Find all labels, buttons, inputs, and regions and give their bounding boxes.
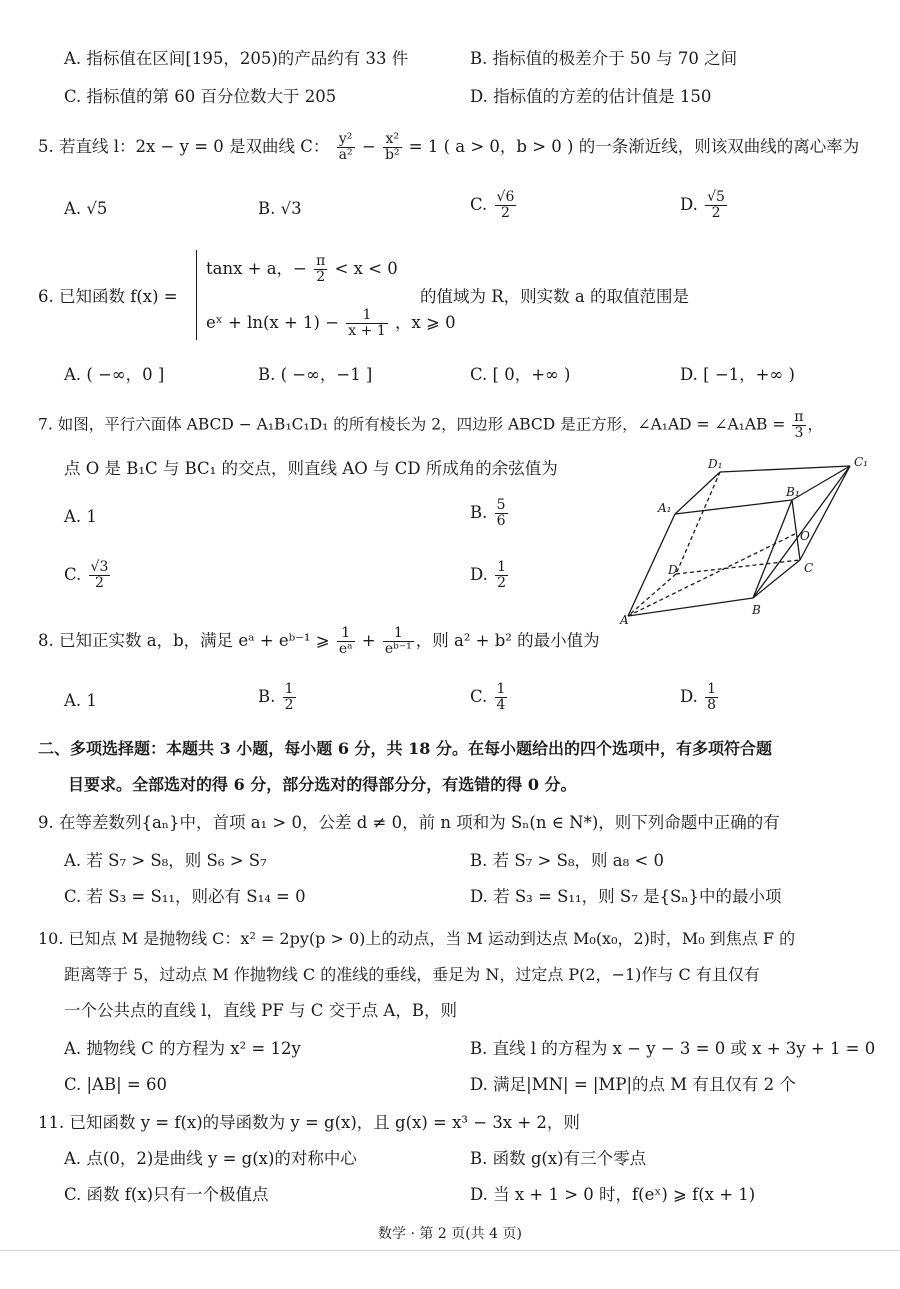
q5-option-c [470, 190, 518, 221]
section-2-heading-line1: 二、多项选择题：本题共 3 小题，每小题 6 分，共 18 分。在每小题给出的四个选项中，有多项符合题 [38, 739, 772, 758]
q6-option-b: B. ( −∞，−1 ] [258, 365, 373, 384]
q5-fraction-y2-a2 [337, 132, 355, 163]
q10-stem-line3: 一个公共点的直线 l，直线 PF 与 C 交于点 A，B，则 [64, 1001, 457, 1020]
q8-option-b [258, 682, 298, 713]
q5-stem-part1: 5. 若直线 l：2x − y = 0 是双曲线 C： [38, 137, 330, 156]
q7-stem-line1 [38, 410, 823, 441]
q8-stem-part1: 8. 已知正实数 a，b，满足 eᵃ + eᵇ⁻¹ ⩾ [38, 631, 330, 650]
option-letter: D. [680, 687, 698, 706]
q10-option-d: D. 满足|MN| = |MP|的点 M 有且仅有 2 个 [470, 1075, 796, 1094]
q6-case-2 [206, 308, 456, 339]
figure-label-D: D [668, 563, 678, 577]
numerator: √5 [707, 189, 725, 205]
denominator: b² [384, 147, 400, 163]
denominator: 8 [707, 697, 717, 713]
numerator: 5 [496, 497, 506, 513]
q8-stem [38, 626, 600, 657]
numerator: 1 [284, 681, 294, 697]
case-condition: ，x ⩾ 0 [394, 313, 456, 332]
denominator: 2 [501, 205, 510, 221]
denominator: eᵇ⁻¹ [384, 641, 412, 657]
denominator: x + 1 [348, 323, 386, 339]
numerator: 1 [346, 308, 387, 324]
numerator: 1 [337, 626, 355, 642]
numerator: 1 [383, 626, 414, 642]
figure-label-D1: D₁ [708, 457, 723, 471]
numerator: √3 [90, 559, 109, 575]
q9-option-b: B. 若 S₇ > S₈，则 a₈ < 0 [470, 851, 665, 870]
numerator: x² [383, 132, 402, 148]
q8-option-a: A. 1 [64, 691, 97, 710]
denominator: 2 [497, 575, 507, 591]
q7-option-b [470, 498, 510, 529]
q7-option-c [64, 560, 112, 591]
plus-sign: + [361, 631, 376, 650]
figure-label-O: O [800, 529, 810, 543]
q11-option-c: C. 函数 f(x)只有一个极值点 [64, 1185, 269, 1204]
case-condition: < x < 0 [334, 259, 398, 278]
q11-option-d: D. 当 x + 1 > 0 时，f(eˣ) ⩾ f(x + 1) [470, 1185, 756, 1204]
q10-stem-line2: 距离等于 5，过动点 M 作抛物线 C 的准线的垂线，垂足为 N，过定点 P(2，−1)作与 C 有且仅有 [64, 965, 760, 984]
q8-option-d [680, 682, 720, 713]
case-text: tanx + a，− [206, 259, 307, 278]
numerator: 1 [707, 681, 717, 697]
q7-stem-comma: ， [807, 415, 824, 434]
q5-option-a: A. √5 [64, 199, 108, 218]
denominator: 2 [711, 205, 721, 221]
denominator: 4 [496, 697, 506, 713]
footer-divider [0, 1250, 900, 1251]
option-letter: D. [470, 565, 488, 584]
q8-option-c [470, 682, 509, 713]
piecewise-brace [196, 250, 203, 340]
q8-stem-part2: ，则 a² + b² 的最小值为 [415, 631, 600, 650]
q9-stem: 9. 在等差数列{aₙ}中，首项 a₁ > 0，公差 d ≠ 0，前 n 项和为 Sₙ(n ∈ N*)，则下列命题中正确的有 [38, 813, 780, 832]
q9-option-a: A. 若 S₇ > S₈，则 S₆ > S₇ [64, 851, 267, 870]
page-footer: 数学 · 第 2 页(共 4 页) [378, 1226, 522, 1242]
q9-option-d: D. 若 S₃ = S₁₁，则 S₇ 是{Sₙ}中的最小项 [470, 887, 782, 906]
q10-option-a: A. 抛物线 C 的方程为 x² = 12y [64, 1039, 301, 1058]
case-text: eˣ + ln(x + 1) − [206, 313, 340, 332]
numerator: y² [337, 132, 355, 148]
q4-option-d: D. 指标值的方差的估计值是 150 [470, 87, 712, 106]
q5-fraction-x2-b2 [383, 132, 402, 163]
denominator: 2 [95, 575, 104, 591]
option-letter: B. [258, 687, 276, 706]
q6-stem-part1: 6. 已知函数 f(x) = [38, 287, 178, 306]
q7-option-d [470, 560, 510, 591]
q6-option-c: C. [ 0，+∞ ) [470, 365, 571, 384]
option-letter: C. [64, 565, 82, 584]
option-letter: C. [470, 195, 488, 214]
q5-option-d [680, 190, 729, 221]
q5-option-b: B. √3 [258, 199, 302, 218]
denominator: a² [338, 147, 353, 163]
q5-stem [38, 132, 859, 163]
q6-stem-part2: 的值域为 R，则实数 a 的取值范围是 [420, 287, 689, 306]
q11-stem: 11. 已知函数 y = f(x)的导函数为 y = g(x)，且 g(x) = x³ − 3x + 2，则 [38, 1113, 580, 1132]
q11-option-b: B. 函数 g(x)有三个零点 [470, 1149, 647, 1168]
minus-sign: − [361, 137, 376, 156]
numerator: π [316, 253, 326, 269]
option-letter: B. [470, 503, 488, 522]
q4-option-a: A. 指标值在区间[195，205)的产品约有 33 件 [64, 49, 409, 68]
figure-label-C: C [804, 561, 814, 575]
section-2-heading-line2: 目要求。全部选对的得 6 分，部分选对的得部分分，有选错的得 0 分。 [68, 775, 577, 794]
q4-option-b: B. 指标值的极差介于 50 与 70 之间 [470, 49, 738, 68]
figure-label-A: A [620, 613, 629, 627]
q6-option-a: A. ( −∞，0 ] [64, 365, 165, 384]
option-letter: C. [470, 687, 488, 706]
figure-label-B: B [752, 603, 761, 617]
denominator: eᵃ [338, 641, 353, 657]
q4-option-c: C. 指标值的第 60 百分位数大于 205 [64, 87, 337, 106]
numerator: 1 [496, 681, 506, 697]
q10-option-c: C. |AB| = 60 [64, 1075, 167, 1094]
denominator: 3 [794, 425, 804, 441]
q6-option-d: D. [ −1，+∞ ) [680, 365, 795, 384]
q10-option-b: B. 直线 l 的方程为 x − y − 3 = 0 或 x + 3y + 1 = 0 [470, 1039, 876, 1058]
q7-stem-part1: 7. 如图，平行六面体 ABCD − A₁B₁C₁D₁ 的所有棱长为 2，四边形 ABCD 是正方形，∠A₁AD = ∠A₁AB = [38, 415, 786, 434]
parallelepiped-figure [600, 448, 890, 628]
q11-option-a: A. 点(0，2)是曲线 y = g(x)的对称中心 [64, 1149, 357, 1168]
denominator: 2 [284, 697, 294, 713]
q6-case-1 [206, 254, 398, 285]
q7-stem-line2: 点 O 是 B₁C 与 BC₁ 的交点，则直线 AO 与 CD 所成角的余弦值为 [64, 459, 558, 478]
numerator: π [794, 409, 804, 425]
figure-label-B1: B₁ [786, 485, 800, 499]
q10-stem-line1: 10. 已知点 M 是抛物线 C：x² = 2py(p > 0)上的动点，当 M 运动到达点 M₀(x₀，2)时，M₀ 到焦点 F 的 [38, 929, 796, 948]
denominator: 2 [316, 269, 326, 285]
figure-label-A1: A₁ [658, 501, 672, 515]
numerator: √6 [496, 189, 515, 205]
q5-stem-part2: = 1 ( a > 0，b > 0 ) 的一条渐近线，则该双曲线的离心率为 [408, 137, 860, 156]
q7-option-a: A. 1 [64, 507, 97, 526]
option-letter: D. [680, 195, 698, 214]
numerator: 1 [497, 559, 507, 575]
denominator: 6 [496, 513, 506, 529]
q9-option-c: C. 若 S₃ = S₁₁，则必有 S₁₄ = 0 [64, 887, 306, 906]
figure-label-C1: C₁ [854, 455, 868, 469]
